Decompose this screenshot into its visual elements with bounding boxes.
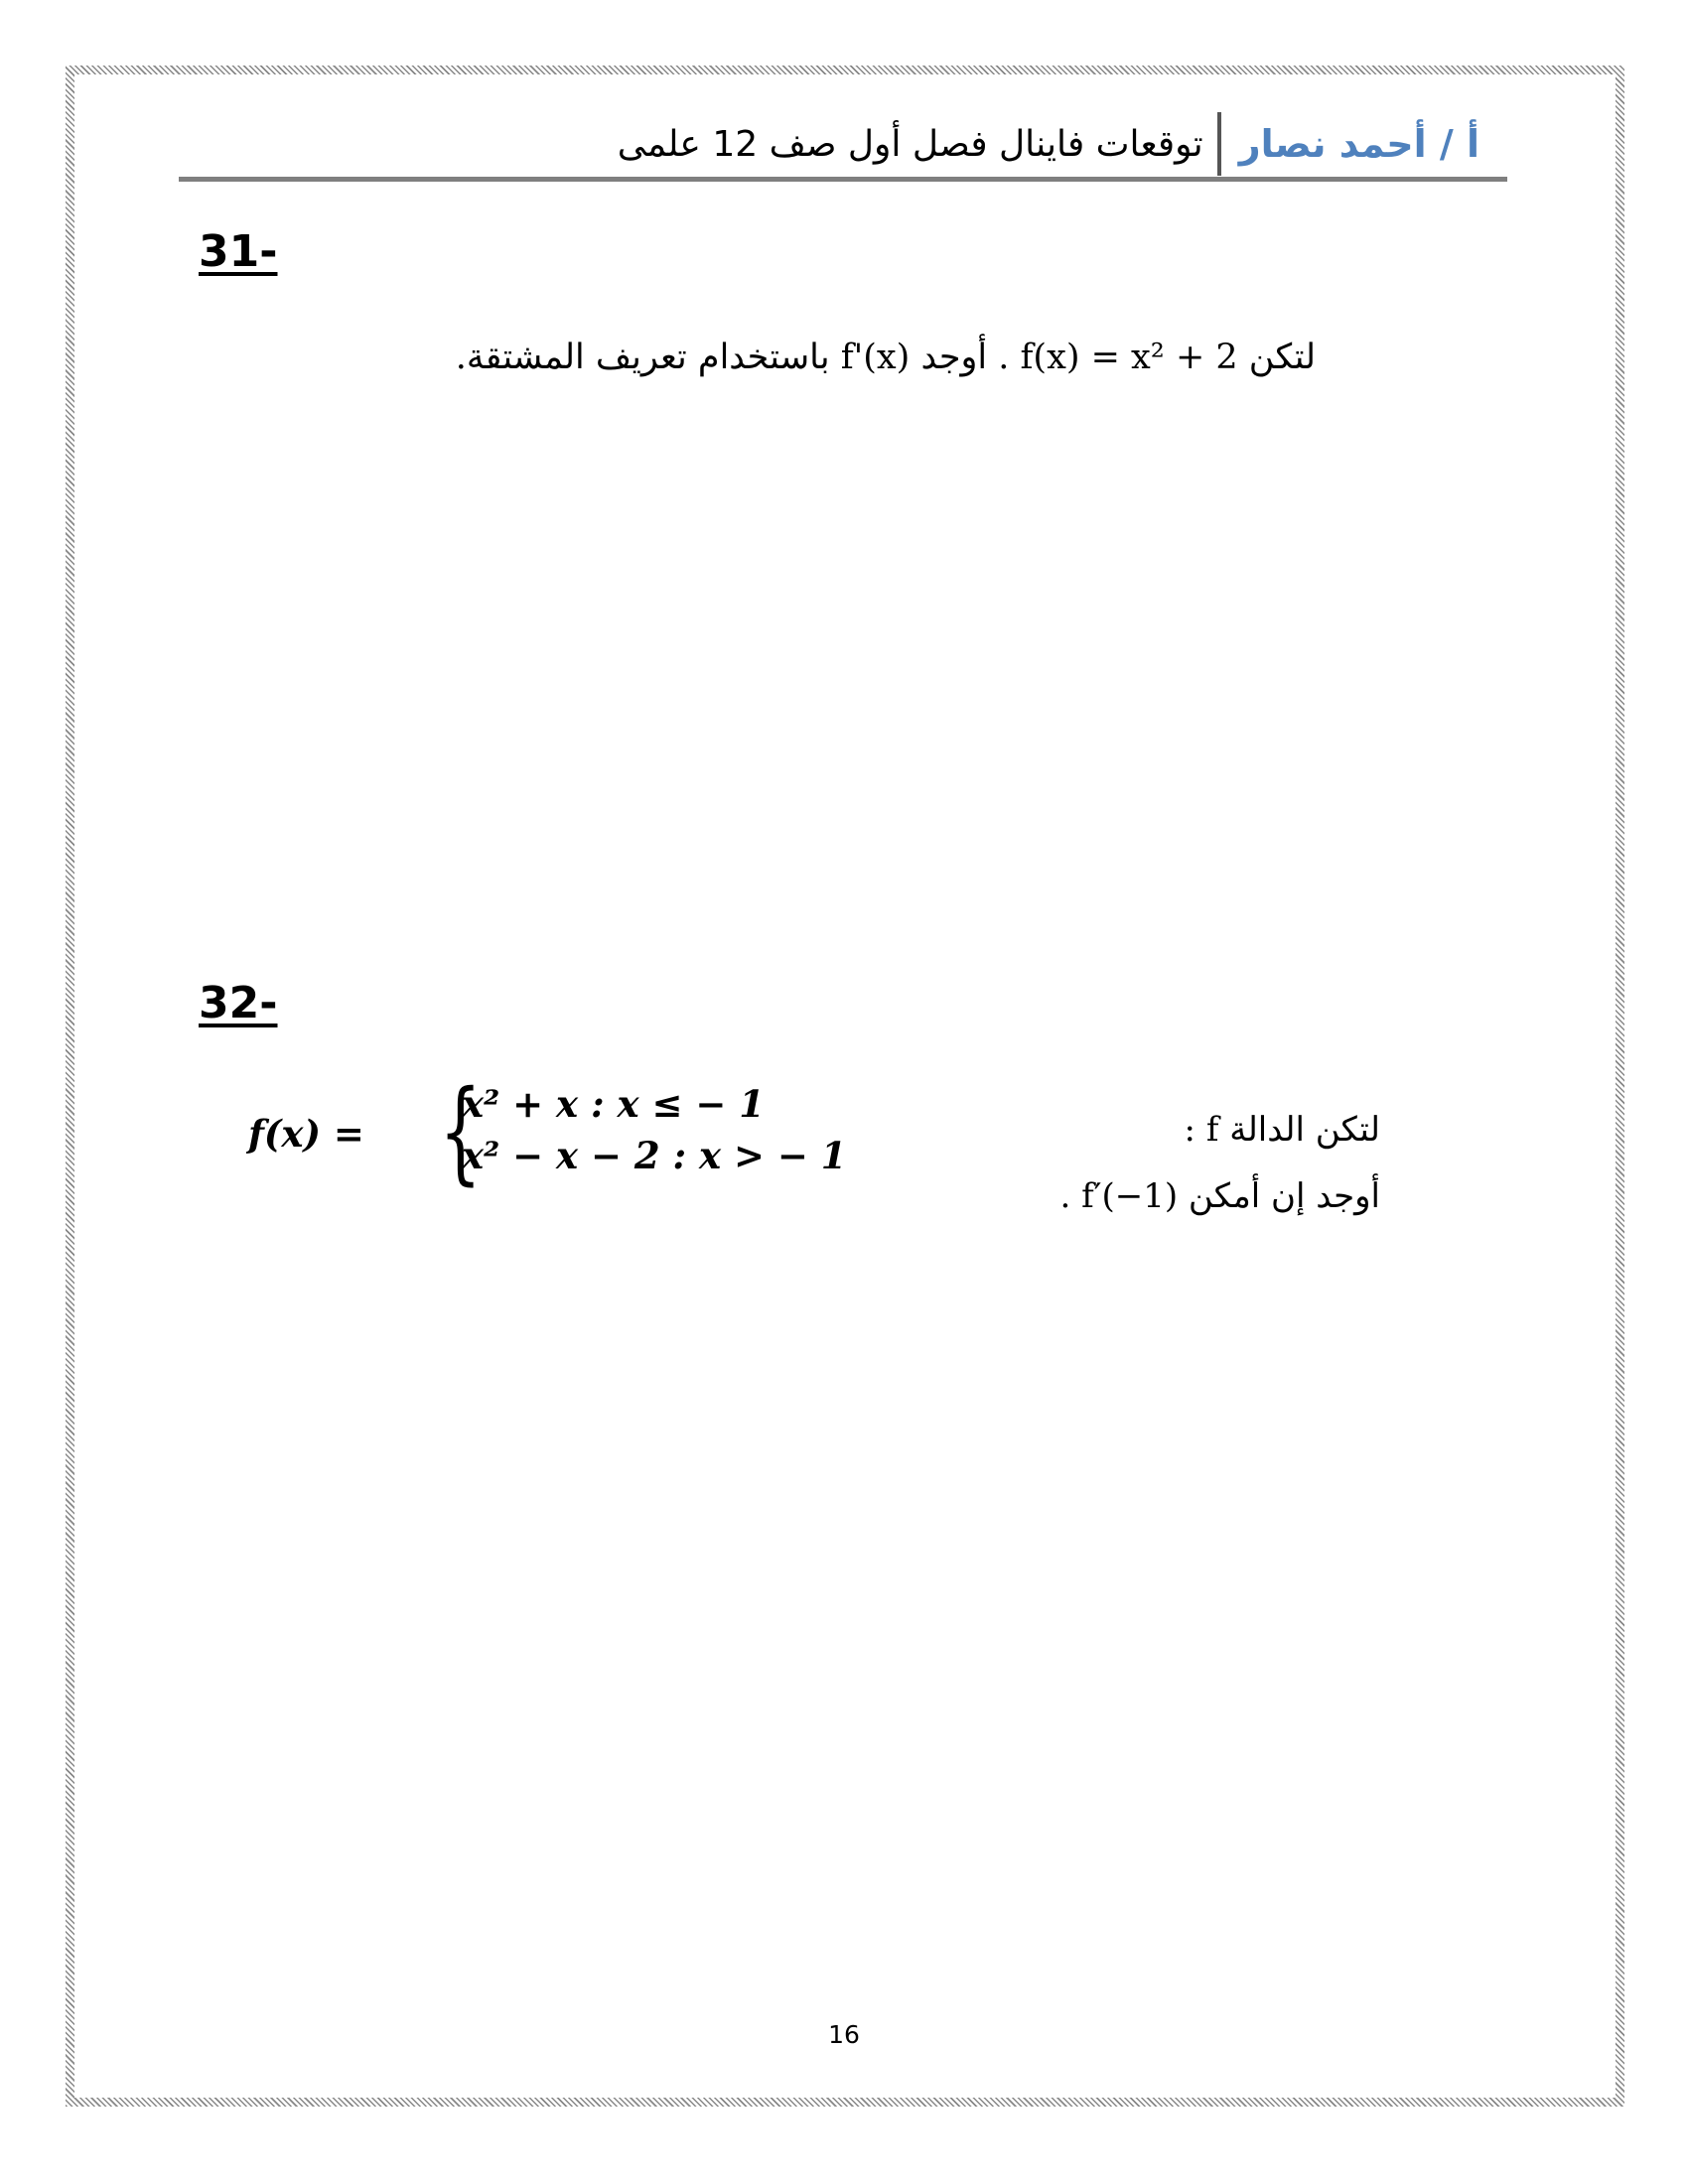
- question-32-label: لتكن الدالة f :: [1184, 1110, 1380, 1150]
- author-name: أ / أحمد نصار: [1238, 122, 1479, 166]
- function-lhs: f(x) =: [248, 1112, 364, 1156]
- page-number: 16: [828, 2020, 860, 2049]
- question-31-number: 31-: [199, 226, 278, 277]
- question-32-piecewise-function: [248, 1067, 1003, 1196]
- piecewise-case-2: x² − x − 2 : x > − 1: [462, 1134, 847, 1177]
- document-title: توقعات فاينال فصل أول صف 12 علمى: [617, 123, 1203, 165]
- question-32-ask: أوجد إن أمكن f′(−1) .: [1059, 1176, 1380, 1216]
- piecewise-case-1: x² + x : x ≤ − 1: [462, 1082, 765, 1126]
- header-separator: [1217, 112, 1221, 176]
- question-32-number: 32-: [199, 978, 278, 1028]
- header-rule: [179, 177, 1507, 182]
- page-header: [179, 109, 1507, 179]
- question-31-text: لتكن f(x) = x² + 2 . أوجد f'(x) باستخدام تعريف المشتقة.: [455, 338, 1316, 377]
- brace-symbol: {: [439, 1067, 483, 1196]
